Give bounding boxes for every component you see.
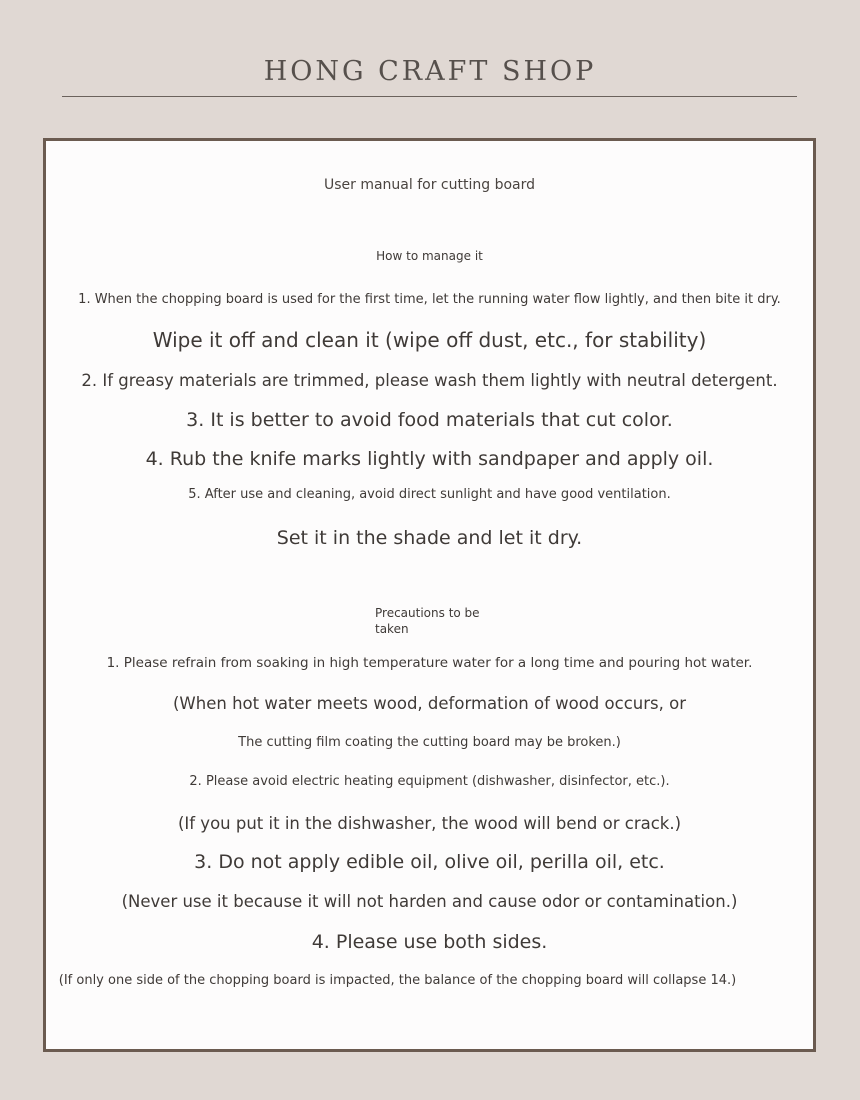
- manage-line-6: 5. After use and cleaning, avoid direct sunlight and have good ventilation.: [188, 487, 671, 502]
- section-heading-precautions: Precautions to be taken: [375, 606, 480, 636]
- manage-line-2: Wipe it off and clean it (wipe off dust, etc., for stability): [152, 328, 707, 352]
- precaution-line-3: The cutting film coating the cutting board may be broken.): [238, 735, 621, 750]
- manage-line-4: 3. It is better to avoid food materials that cut color.: [186, 409, 673, 431]
- precaution-line-7: (Never use it because it will not harden and cause odor or contamination.): [121, 892, 738, 911]
- manage-line-3: 2. If greasy materials are trimmed, please wash them lightly with neutral detergent.: [81, 371, 778, 390]
- precaution-line-9: (If only one side of the chopping board is impacted, the balance of the chopping board will collapse 14.): [58, 973, 737, 988]
- title-divider: [62, 96, 797, 97]
- manage-line-1: 1. When the chopping board is used for the first time, let the running water flow lightly, and then bite it dry.: [78, 292, 781, 307]
- manage-line-5: 4. Rub the knife marks lightly with sandpaper and apply oil.: [145, 448, 714, 470]
- precaution-line-5: (If you put it in the dishwasher, the wood will bend or crack.): [177, 814, 682, 833]
- precaution-line-1: 1. Please refrain from soaking in high temperature water for a long time and pouring hot water.: [106, 655, 753, 671]
- manual-title: User manual for cutting board: [323, 177, 536, 193]
- precaution-line-4: 2. Please avoid electric heating equipment (dishwasher, disinfector, etc.).: [189, 774, 670, 789]
- manual-card: [43, 138, 816, 1052]
- precaution-line-2: (When hot water meets wood, deformation of wood occurs, or: [173, 694, 686, 713]
- precaution-line-6: 3. Do not apply edible oil, olive oil, perilla oil, etc.: [194, 851, 665, 873]
- shop-title: HONG CRAFT SHOP: [263, 56, 597, 87]
- manage-line-7: Set it in the shade and let it dry.: [276, 527, 583, 549]
- precaution-line-8: 4. Please use both sides.: [311, 931, 548, 953]
- section-heading-manage: How to manage it: [376, 249, 483, 263]
